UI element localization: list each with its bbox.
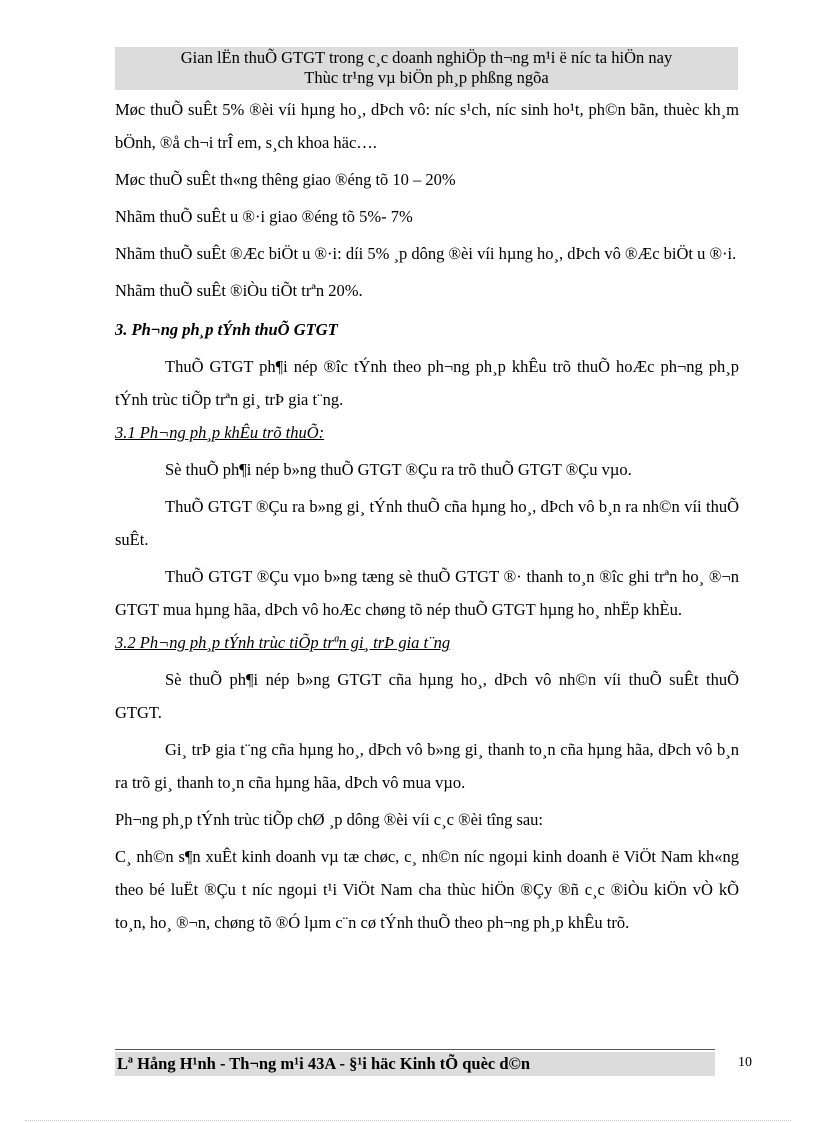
paragraph-vat-rate-normal: Møc thuÕ suÊt th«ng thêng giao ®éng tõ 10 – 20% (115, 170, 456, 189)
document-body (115, 93, 739, 939)
section-heading-3: 3. Ph¬ng ph¸p tÝnh thuÕ GTGT (115, 320, 338, 339)
header-title-line2: Thùc tr¹ng vµ biÖn ph¸p phßng ngõa (304, 68, 549, 87)
paragraph-direct-method-applicability: Ph¬ng ph¸p tÝnh trùc tiÕp chØ ¸p dông ®èi víi c¸c ®èi tîng sau: (115, 810, 544, 829)
paragraph-output-vat: ThuÕ GTGT ®Çu ra b»ng gi¸ tÝnh thuÕ cña hµng ho¸, dÞch vô b¸n ra nh©n víi thuÕ suÊt. (115, 497, 739, 549)
page-footer: Lª Hång H¹nh - Th¬ng m¹i 43A - §¹i häc Kinh tÕ quèc d©n (115, 1052, 715, 1076)
subsection-heading-3-1: 3.1 Ph¬ng ph¸p khÊu trõ thuÕ: (115, 423, 325, 442)
paragraph-direct-tax-payable: Sè thuÕ ph¶i nép b»ng GTGT cña hµng ho¸, dÞch vô nh©n víi thuÕ suÊt thuÕ GTGT. (115, 670, 739, 722)
page-bottom-border (25, 1120, 791, 1121)
paragraph-vat-rate-5: Møc thuÕ suÊt 5% ®èi víi hµng ho¸, dÞch vô: níc s¹ch, níc sinh ho¹t, ph©n bãn, thuèc kh¸m bÖnh, ®å ch¬i trÎ em, s¸ch khoa häc…. (115, 100, 739, 152)
page-number: 10 (738, 1055, 752, 1070)
paragraph-tax-payable: Sè thuÕ ph¶i nép b»ng thuÕ GTGT ®Çu ra trõ thuÕ GTGT ®Çu vµo. (165, 460, 632, 479)
header-title-line1: Gian lËn thuÕ GTGT trong c¸c doanh nghiÖp th¬ng m¹i ë níc ta hiÖn nay (180, 48, 673, 67)
page-header (115, 47, 738, 90)
paragraph-vat-rate-preferential: Nhãm thuÕ suÊt u ®·i giao ®éng tõ 5%- 7% (115, 207, 413, 226)
paragraph-input-vat: ThuÕ GTGT ®Çu vµo b»ng tæng sè thuÕ GTGT ®· thanh to¸n ®îc ghi trªn ho¸ ®¬n GTGT mua hµng hãa, dÞch vô hoÆc chøng tõ nép thuÕ GTGT hµng ho¸ nhËp khÈu. (115, 567, 739, 619)
paragraph-calculation-methods: ThuÕ GTGT ph¶i nép ®îc tÝnh theo ph¬ng ph¸p khÊu trõ thuÕ hoÆc ph¬ng ph¸p tÝnh trùc tiÕp trªn gi¸ trÞ gia t¨ng. (115, 357, 739, 409)
paragraph-vat-rate-special: Nhãm thuÕ suÊt ®Æc biÖt u ®·i: díi 5% ¸p dông ®èi víi hµng ho¸, dÞch vô ®Æc biÖt u ®·i. (115, 244, 737, 263)
paragraph-value-added: Gi¸ trÞ gia t¨ng cña hµng ho¸, dÞch vô b»ng gi¸ thanh to¸n cña hµng hãa, dÞch vô b¸n ra trõ gi¸ thanh to¸n cña hµng hãa, dÞch vô mua vµo. (115, 740, 739, 792)
subsection-heading-3-2: 3.2 Ph¬ng ph¸p tÝnh trùc tiÕp trªn gi¸ trÞ gia t¨ng (115, 633, 451, 652)
paragraph-vat-rate-regulated: Nhãm thuÕ suÊt ®iÒu tiÕt trªn 20%. (115, 281, 363, 300)
paragraph-applicable-entities: C¸ nh©n s¶n xuÊt kinh doanh vµ tæ chøc, c¸ nh©n níc ngoµi kinh doanh ë ViÖt Nam kh«ng theo bé luËt ®Çu t níc ngoµi t¹i ViÖt Nam cha thùc hiÖn ®Çy ®ñ c¸c ®iÒu kiÖn vÒ kÕ to¸n, ho¸ ®¬n, chøng tõ ®Ó lµm c¨n cø tÝnh thuÕ theo ph¬ng ph¸p khÊu trõ. (115, 847, 739, 932)
footer-divider (115, 1049, 715, 1050)
